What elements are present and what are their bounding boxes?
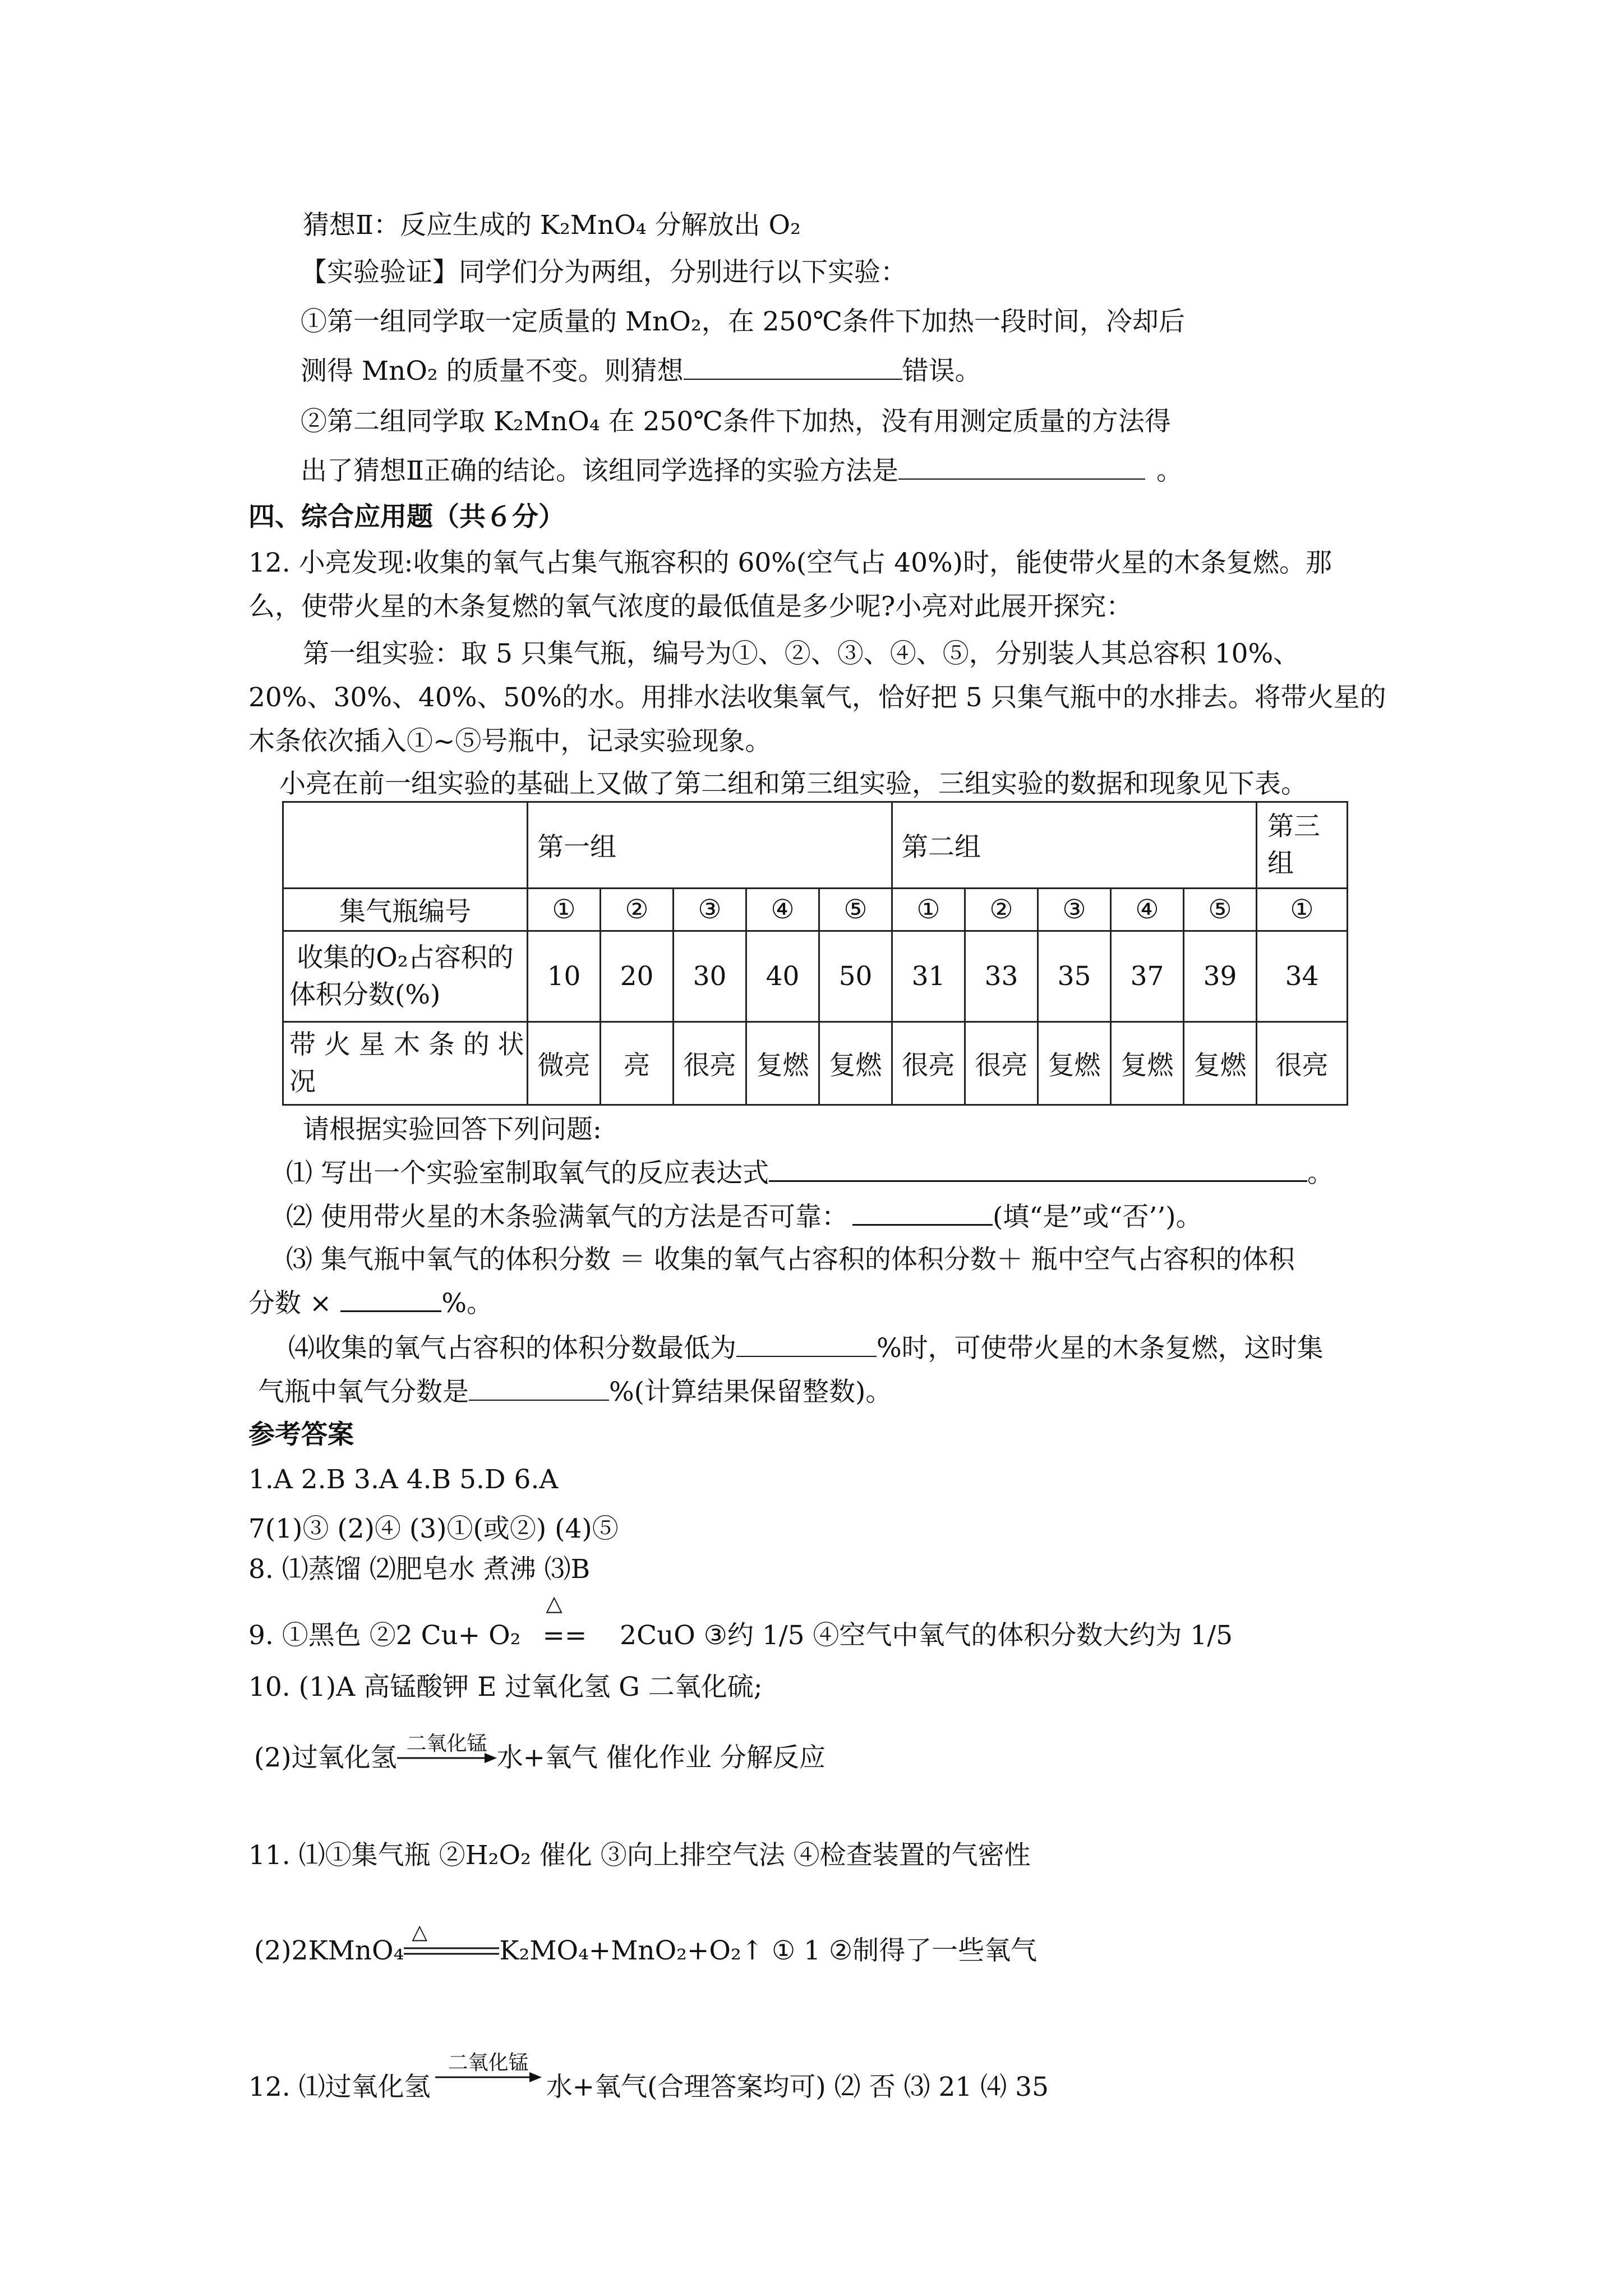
cell-volume-fraction: 20 [601, 931, 674, 1022]
text: %时，可使带火星的木条复燃，这时集 [877, 1333, 1324, 1364]
cell-bottle-number: ④ [746, 889, 819, 931]
q12-line-5: 木条依次插入①~⑤号瓶中，记录实验现象。 [248, 726, 772, 757]
cell-bottle-number: ① [528, 889, 601, 931]
group1-header: 第一组 [528, 802, 892, 889]
group3-header [1257, 802, 1348, 889]
row-label-bottle-number: 集气瓶编号 [283, 889, 528, 931]
cell-volume-fraction: 50 [819, 931, 892, 1022]
cell-splint-state: 复燃 [1111, 1022, 1184, 1105]
cell-splint-state: 复燃 [819, 1022, 892, 1105]
question-1 [286, 1157, 1334, 1190]
group2-line-1: ②第二组同学取 K₂MnO₄ 在 250℃条件下加热，没有用测定质量的方法得 [301, 406, 1171, 437]
heat-equals-sign [542, 1591, 587, 1653]
heat-icon: △ [546, 1591, 562, 1616]
text: 气瓶中氧气分数是 [258, 1377, 469, 1407]
equals: == [542, 1620, 587, 1651]
row-label-splint-state [283, 1022, 528, 1105]
cell-splint-state: 复燃 [1038, 1022, 1111, 1105]
answer-1-6: 1.A 2.B 3.A 4.B 5.D 6.A [248, 1464, 559, 1495]
table-row-bottle-number [283, 889, 1348, 931]
question-4-line-2 [258, 1375, 892, 1409]
cell-volume-fraction: 30 [674, 931, 746, 1022]
answer-7: 7(1)③ (2)④ (3)①(或②) (4)⑤ [248, 1513, 619, 1544]
answer-11-1: 11. ⑴①集气瓶 ②H₂O₂ 催化 ③向上排空气法 ④检查装置的气密性 [248, 1840, 1031, 1871]
cell-volume-fraction: 34 [1257, 931, 1348, 1022]
cell-bottle-number: ⑤ [819, 889, 892, 931]
answer-9 [248, 1591, 1233, 1653]
cell-splint-state: 微亮 [528, 1022, 601, 1105]
row-label-volume-fraction [283, 931, 528, 1022]
catalyst-arrow [435, 2051, 542, 2086]
answer-11-2 [254, 1921, 1038, 1968]
table-row-splint-state [283, 1022, 1348, 1105]
text: (2)过氧化氢 [254, 1742, 397, 1773]
answer-blank [340, 1288, 441, 1312]
answer-blank [898, 456, 1145, 480]
cell-bottle-number: ② [965, 889, 1038, 931]
q12-line-6: 小亮在前一组实验的基础上又做了第二组和第三组实验，三组实验的数据和现象见下表。 [279, 769, 1307, 799]
question-2 [286, 1200, 1202, 1234]
text: (填“是”或“否’’)。 [992, 1202, 1202, 1232]
label-line-2: 体积分数(%) [289, 979, 441, 1010]
text: ⑴ 写出一个实验室制取氧气的反应表达式 [286, 1158, 769, 1189]
text: %。 [441, 1288, 493, 1319]
q12-line-2: 么，使带火星的木条复燃的氧气浓度的最低值是多少呢?小亮对此展开探究： [248, 591, 1133, 622]
answer-10-2 [254, 1732, 826, 1775]
group1-line-2 [301, 355, 981, 388]
answer-blank [469, 1377, 609, 1401]
cell-splint-state: 很亮 [1257, 1022, 1348, 1105]
answer-blank [736, 1333, 877, 1357]
cell-splint-state: 亮 [601, 1022, 674, 1105]
question-3-line-1: ⑶ 集气瓶中氧气的体积分数 ＝ 收集的氧气占容积的体积分数＋ 瓶中空气占容积的体积 [286, 1244, 1295, 1275]
section-heading: 四、综合应用题（共６分） [248, 501, 565, 532]
answer-blank [684, 356, 902, 380]
label-line-2: 况 [289, 1066, 316, 1097]
cell-volume-fraction: 37 [1111, 931, 1184, 1022]
table-row-groups [283, 802, 1348, 889]
text: 分数 × [248, 1288, 332, 1319]
cell-splint-state: 很亮 [965, 1022, 1038, 1105]
catalyst-label: 二氧化锰 [448, 2051, 529, 2074]
table-corner-cell [283, 802, 528, 889]
question-4-line-1 [288, 1332, 1324, 1365]
cell-splint-state: 复燃 [1184, 1022, 1257, 1105]
group3-line-2: 组 [1267, 848, 1294, 879]
text: ⑷收集的氧气占容积的体积分数最低为 [288, 1333, 736, 1364]
answer-10-1: 10. (1)A 高锰酸钾 E 过氧化氢 G 二氧化硫; [248, 1672, 763, 1703]
text: ⑵ 使用带火星的木条验满氧气的方法是否可靠： [286, 1202, 848, 1232]
text: K₂MO₄+MnO₂+O₂↑ ① 1 ②制得了一些氧气 [499, 1935, 1038, 1966]
cell-bottle-number: ③ [674, 889, 746, 931]
text: 测得 MnO₂ 的质量不变。则猜想 [301, 356, 684, 386]
questions-intro: 请根据实验回答下列问题: [303, 1114, 602, 1145]
text: 2CuO ③约 1/5 ④空气中氧气的体积分数大约为 1/5 [620, 1620, 1233, 1651]
cell-volume-fraction: 40 [746, 931, 819, 1022]
text: (2)2KMnO₄ [254, 1935, 404, 1966]
cell-splint-state: 复燃 [746, 1022, 819, 1105]
experiment-table [282, 801, 1348, 1106]
cell-bottle-number: ⑤ [1184, 889, 1257, 931]
text: 。 [1307, 1158, 1334, 1189]
answer-12 [248, 2051, 1049, 2104]
cell-volume-fraction: 39 [1184, 931, 1257, 1022]
experiment-verify-line: 【实验验证】同学们分为两组，分别进行以下实验： [301, 257, 907, 288]
cell-volume-fraction: 31 [892, 931, 965, 1022]
answer-blank [852, 1202, 993, 1226]
cell-bottle-number: ① [1257, 889, 1348, 931]
heat-icon: △ [412, 1921, 428, 1944]
hypothesis-2: 猜想Ⅱ：反应生成的 K₂MnO₄ 分解放出 O₂ [303, 210, 801, 241]
text: 9. ①黑色 ②2 Cu+ O₂ [248, 1620, 521, 1651]
cell-bottle-number: ③ [1038, 889, 1111, 931]
q12-line-3: 第一组实验：取 5 只集气瓶，编号为①、②、③、④、⑤，分别装人其总容积 10%、 [303, 638, 1300, 669]
text: 水+氧气(合理答案均可) ⑵ 否 ⑶ 21 ⑷ 35 [546, 2072, 1049, 2102]
answers-heading: 参考答案 [248, 1419, 354, 1450]
cell-bottle-number: ④ [1111, 889, 1184, 931]
group1-line-1: ①第一组同学取一定质量的 MnO₂，在 250℃条件下加热一段时间，冷却后 [301, 306, 1185, 337]
cell-bottle-number: ② [601, 889, 674, 931]
q12-line-4: 20%、30%、40%、50%的水。用排水法收集氧气，恰好把 5 只集气瓶中的水排去。将带火星的 [248, 682, 1386, 713]
text: 错误。 [902, 356, 981, 386]
q12-line-1: 12. 小亮发现:收集的氧气占集气瓶容积的 60%(空气占 40%)时，能使带火星的木条复燃。那 [248, 547, 1332, 578]
text: 水+氧气 催化作业 分解反应 [496, 1742, 826, 1773]
text: %(计算结果保留整数)。 [609, 1377, 892, 1407]
cell-volume-fraction: 10 [528, 931, 601, 1022]
cell-volume-fraction: 33 [965, 931, 1038, 1022]
cell-splint-state: 很亮 [892, 1022, 965, 1105]
cell-splint-state: 很亮 [674, 1022, 746, 1105]
question-3-line-2 [248, 1287, 493, 1320]
catalyst-arrow [397, 1732, 497, 1766]
label-line-1: 带 火 星 木 条 的 状 [289, 1029, 524, 1060]
group2-header: 第二组 [892, 802, 1257, 889]
heat-double-line [404, 1921, 499, 1959]
table-row-volume-fraction [283, 931, 1348, 1022]
label-line-1: 收集的O₂占容积的 [297, 942, 514, 973]
answer-blank [769, 1158, 1307, 1182]
cell-volume-fraction: 35 [1038, 931, 1111, 1022]
text: 出了猜想Ⅱ正确的结论。该组同学选择的实验方法是 [301, 455, 898, 486]
text: 12. ⑴过氧化氢 [248, 2072, 431, 2102]
text: 。 [1156, 455, 1183, 486]
group2-line-2 [301, 454, 1183, 488]
answer-8: 8. ⑴蒸馏 ⑵肥皂水 煮沸 ⑶B [248, 1554, 591, 1585]
cell-bottle-number: ① [892, 889, 965, 931]
catalyst-label: 二氧化锰 [406, 1732, 487, 1755]
group3-line-1: 第三 [1267, 811, 1320, 842]
